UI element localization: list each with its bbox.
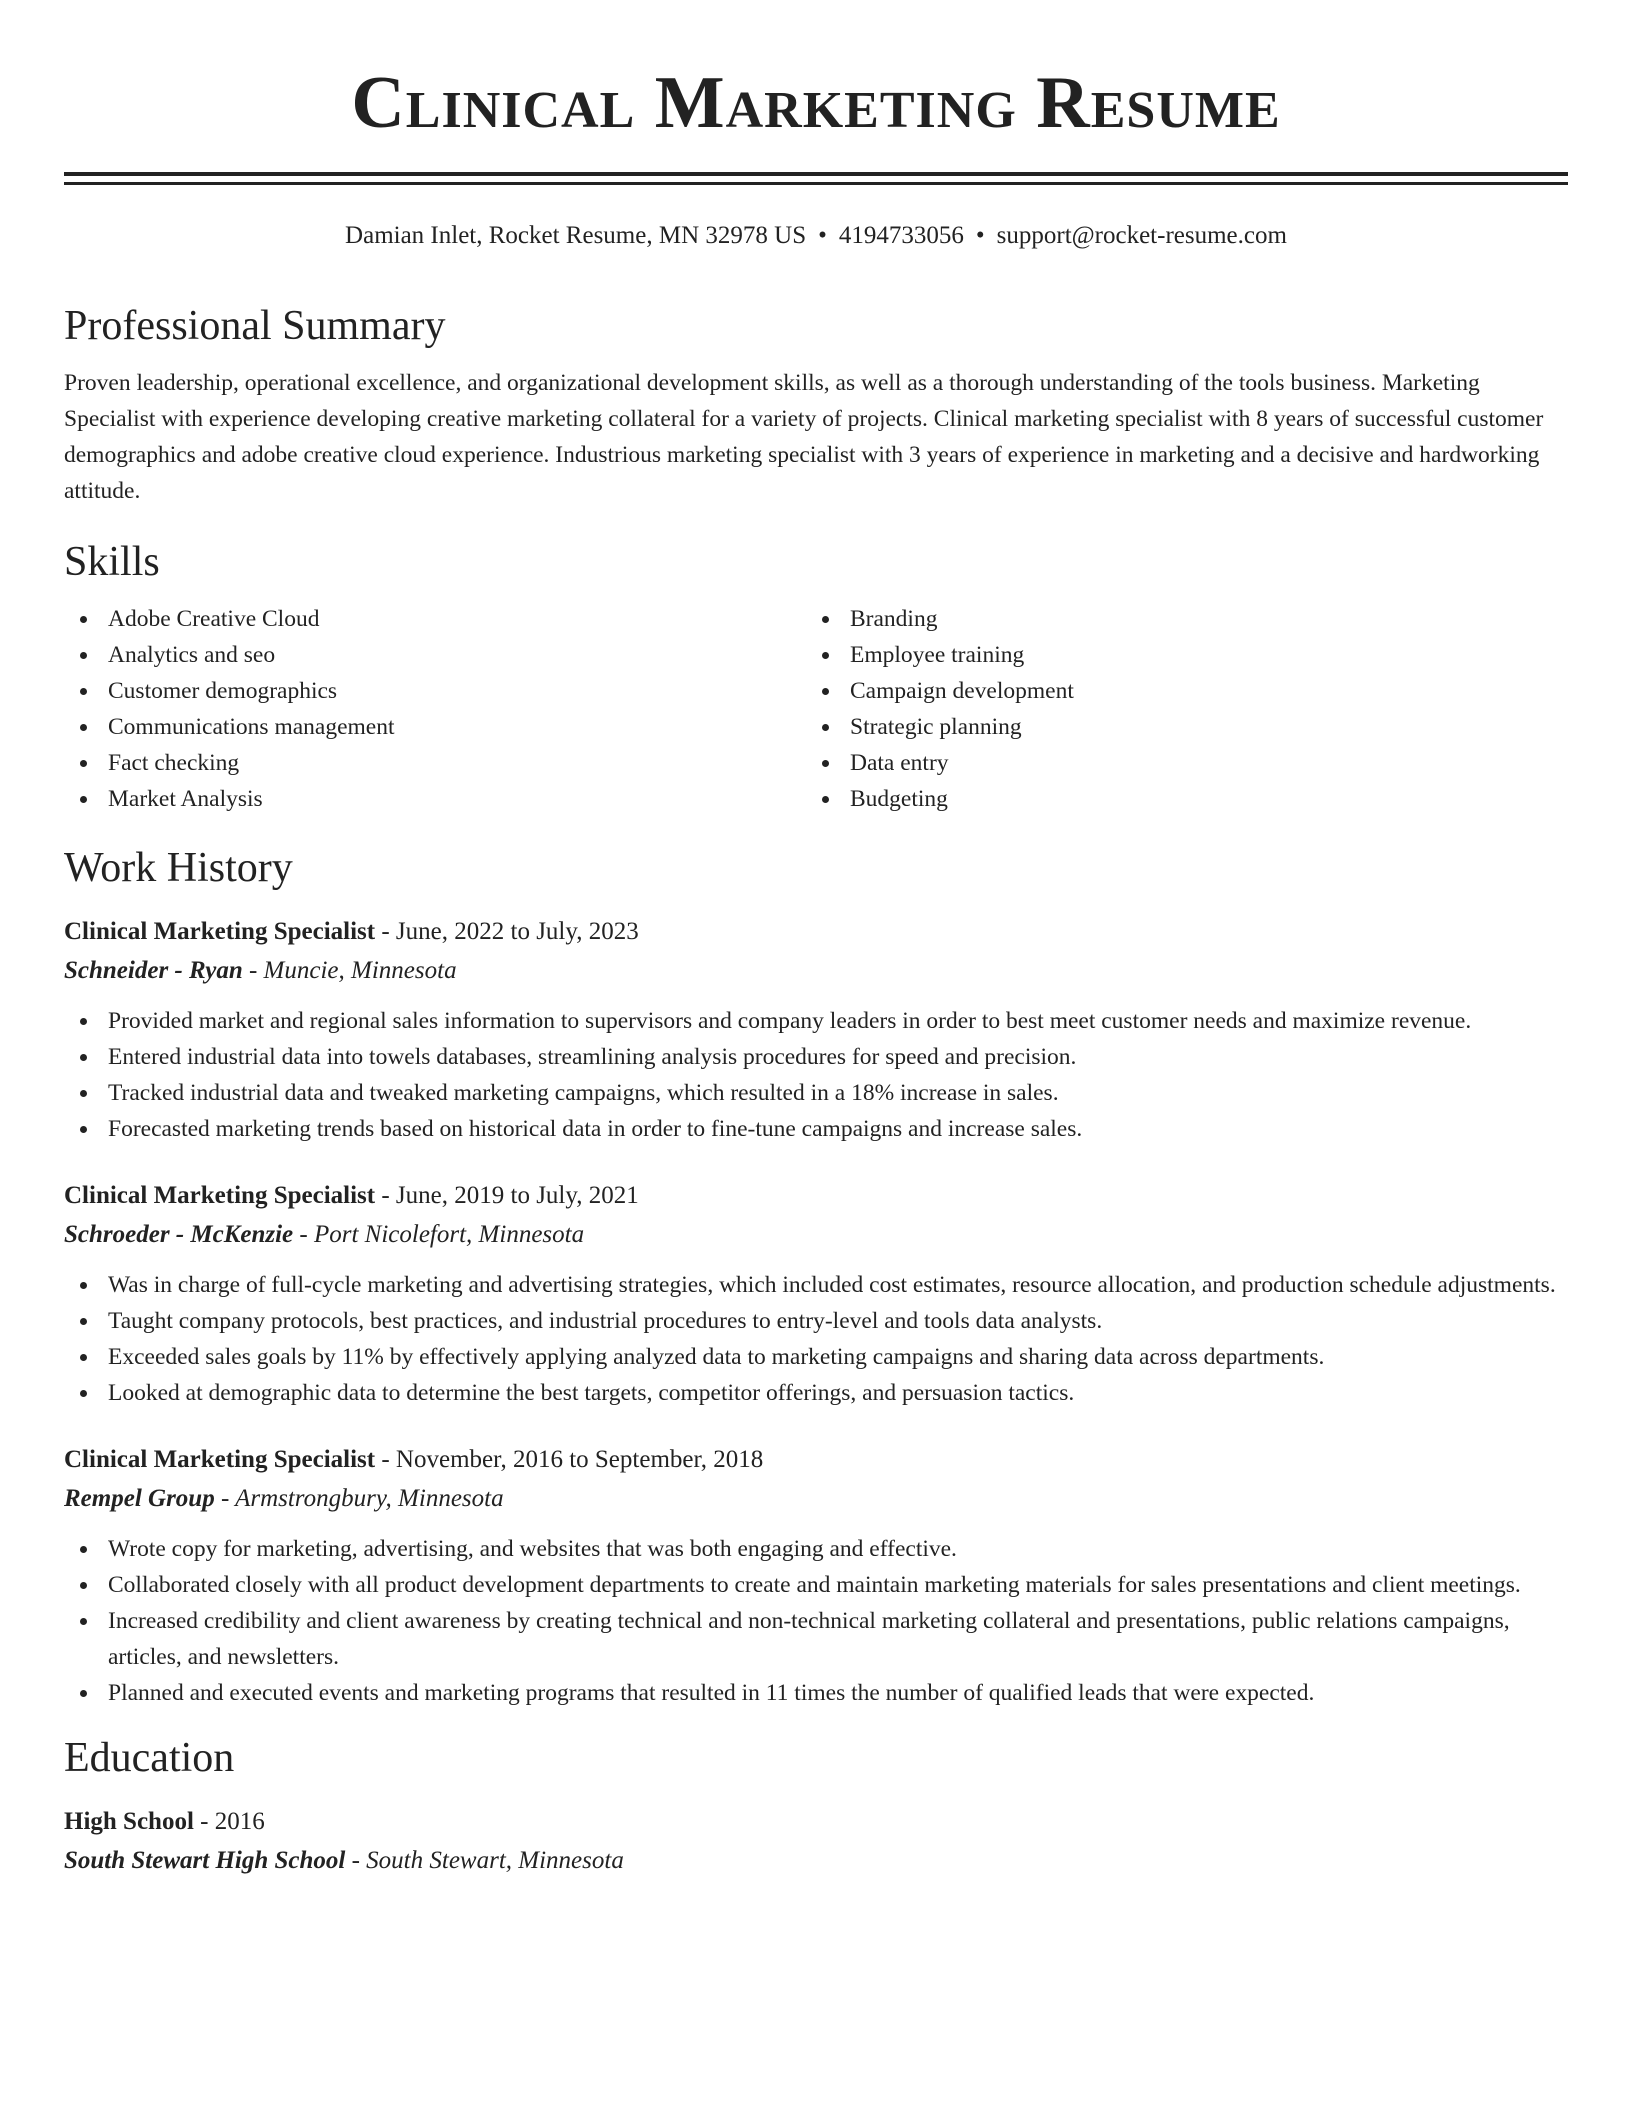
job-header — [64, 1441, 1568, 1479]
contact-line — [64, 219, 1568, 253]
education-heading: Education — [64, 1735, 235, 1781]
skills-list — [64, 601, 1568, 817]
skill-item: Communications management — [64, 709, 806, 745]
job-company: Schroeder - McKenzie — [64, 1221, 294, 1248]
contact-address: Damian Inlet, Rocket Resume, MN 32978 US — [345, 222, 807, 249]
job-location: - Armstrongbury, Minnesota — [214, 1485, 504, 1512]
skill-item: Campaign development — [806, 673, 1548, 709]
job-company-line — [64, 1215, 1568, 1255]
resume-page — [64, 0, 1568, 1881]
job-title: Clinical Marketing Specialist — [64, 918, 376, 945]
job-bullet: Collaborated closely with all product development departments to create and maintain marketing materials for sales presentations and client meetings. — [64, 1567, 1568, 1603]
job-bullet: Entered industrial data into towels databases, streamlining analysis procedures for speed and precision. — [64, 1039, 1568, 1075]
title-divider-thin — [64, 182, 1568, 185]
job-bullet: Exceeded sales goals by 11% by effectively applying analyzed data to marketing campaigns and sharing data across departments. — [64, 1339, 1568, 1375]
skill-item: Fact checking — [64, 745, 806, 781]
job-bullet: Increased credibility and client awareness by creating technical and non-technical marketing collateral and presentations, public relations campaigns, articles, and newsletters. — [64, 1603, 1568, 1675]
job-entry — [64, 913, 1568, 1147]
contact-phone: 4194733056 — [838, 222, 964, 249]
education-location: - South Stewart, Minnesota — [345, 1847, 624, 1874]
job-title: Clinical Marketing Specialist — [64, 1182, 376, 1209]
summary-text: Proven leadership, operational excellence, and organizational development skills, as well as a thorough understanding of the tools business. Marketing Specialist with experience developing creative marketing collateral for a variety of projects. Clinical marketing specialist with 8 years of successful customer demographics and adobe creative cloud experience. Industrious marketing specialist with 3 years of experience in marketing and a decisive and hardworking attitude. — [64, 370, 1544, 504]
job-entry — [64, 1441, 1568, 1711]
job-company-line — [64, 1479, 1568, 1519]
education-year: - 2016 — [193, 1808, 265, 1835]
job-bullets — [64, 1267, 1568, 1411]
job-title: Clinical Marketing Specialist — [64, 1446, 376, 1473]
job-dates: - June, 2019 to July, 2021 — [375, 1182, 639, 1209]
job-company: Rempel Group — [64, 1485, 215, 1512]
skill-item: Data entry — [806, 745, 1548, 781]
work-history-heading: Work History — [64, 845, 293, 891]
job-location: - Port Nicolefort, Minnesota — [293, 1221, 585, 1248]
job-dates: - June, 2022 to July, 2023 — [375, 918, 639, 945]
job-company-line — [64, 951, 1568, 991]
skill-item: Budgeting — [806, 781, 1548, 817]
job-bullet: Provided market and regional sales information to supervisors and company leaders in order to best meet customer needs and maximize revenue. — [64, 1003, 1568, 1039]
education-school-line — [64, 1841, 1568, 1881]
skill-item: Market Analysis — [64, 781, 806, 817]
education-header — [64, 1803, 1568, 1841]
skill-item: Branding — [806, 601, 1548, 637]
job-header — [64, 913, 1568, 951]
job-bullet: Taught company protocols, best practices, and industrial procedures to entry-level and tools data analysts. — [64, 1303, 1568, 1339]
skill-item: Employee training — [806, 637, 1548, 673]
education-school: South Stewart High School — [64, 1847, 346, 1874]
job-bullet: Was in charge of full-cycle marketing and advertising strategies, which included cost estimates, resource allocation, and production schedule adjustments. — [64, 1267, 1568, 1303]
contact-separator: • — [818, 222, 827, 249]
job-bullet: Tracked industrial data and tweaked marketing campaigns, which resulted in a 18% increase in sales. — [64, 1075, 1568, 1111]
job-bullet: Planned and executed events and marketing programs that resulted in 11 times the number of qualified leads that were expected. — [64, 1675, 1568, 1711]
skills-heading: Skills — [64, 539, 160, 585]
skill-item: Customer demographics — [64, 673, 806, 709]
skill-item: Analytics and seo — [64, 637, 806, 673]
education-degree: High School — [64, 1808, 194, 1835]
job-bullet: Wrote copy for marketing, advertising, and websites that was both engaging and effective. — [64, 1531, 1568, 1567]
job-entry — [64, 1177, 1568, 1411]
summary-heading: Professional Summary — [64, 303, 446, 349]
skills-column-right — [806, 601, 1548, 817]
resume-title: Clinical Marketing Resume — [351, 62, 1281, 144]
skills-column-left — [64, 601, 806, 817]
job-location: - Muncie, Minnesota — [242, 957, 457, 984]
job-company: Schneider - Ryan — [64, 957, 243, 984]
job-bullets — [64, 1003, 1568, 1147]
job-bullet: Forecasted marketing trends based on historical data in order to fine-tune campaigns and increase sales. — [64, 1111, 1568, 1147]
job-bullet: Looked at demographic data to determine the best targets, competitor offerings, and persuasion tactics. — [64, 1375, 1568, 1411]
job-header — [64, 1177, 1568, 1215]
contact-separator: • — [975, 222, 985, 249]
job-bullets — [64, 1531, 1568, 1711]
skill-item: Strategic planning — [806, 709, 1548, 745]
skill-item: Adobe Creative Cloud — [64, 601, 806, 637]
job-dates: - November, 2016 to September, 2018 — [375, 1446, 764, 1473]
contact-email: support@rocket-resume.com — [996, 222, 1287, 249]
title-divider-thick — [64, 172, 1568, 176]
